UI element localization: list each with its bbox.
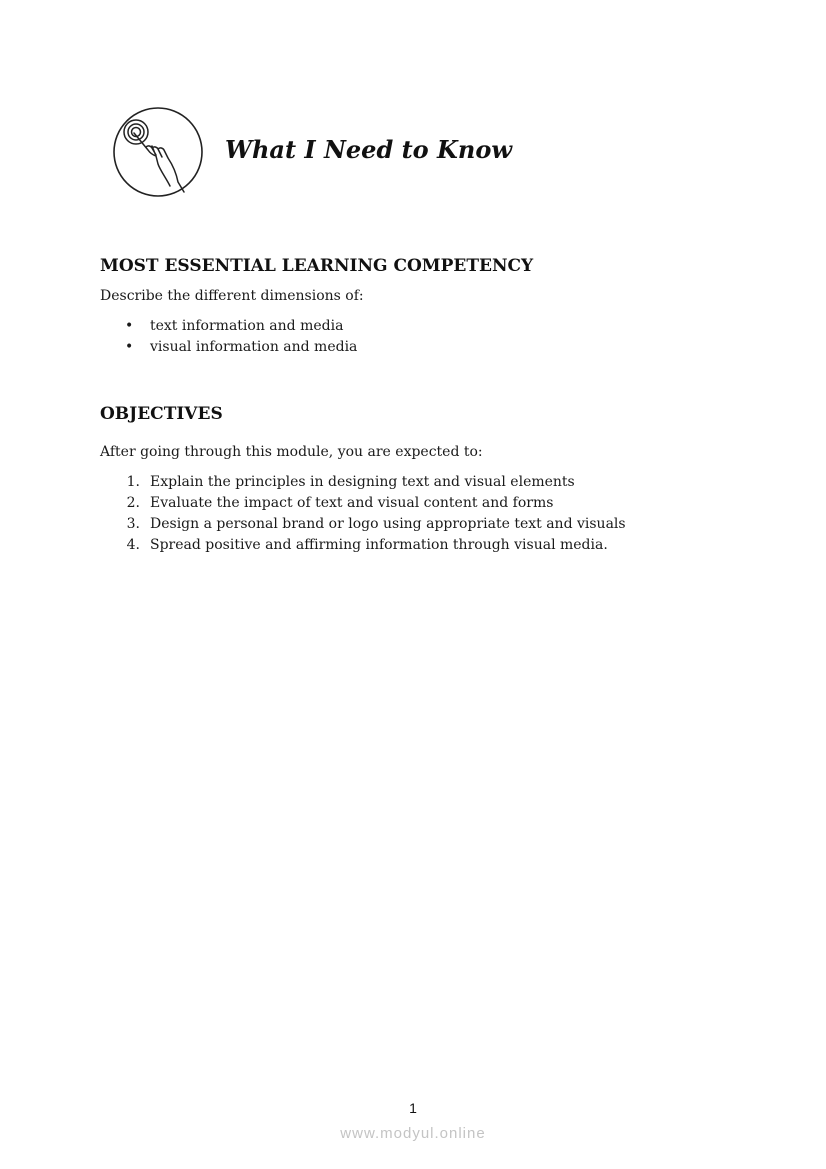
- objectives-intro: After going through this module, you are expected to:: [100, 444, 483, 460]
- touch-hand-icon: [112, 106, 204, 198]
- competency-heading: MOST ESSENTIAL LEARNING COMPETENCY: [100, 256, 534, 276]
- list-item-text: text information and media: [150, 318, 344, 334]
- list-item-text: Spread positive and affirming information through visual media.: [150, 537, 608, 553]
- bullet-marker: •: [125, 339, 134, 355]
- list-number: 4.: [126, 537, 140, 553]
- competency-intro: Describe the different dimensions of:: [100, 288, 364, 304]
- watermark-text: www.modyul.online: [340, 1125, 486, 1142]
- list-number: 2.: [126, 495, 140, 511]
- page-number: 1: [409, 1100, 417, 1116]
- list-item-text: Design a personal brand or logo using appropriate text and visuals: [150, 516, 626, 532]
- list-number: 3.: [126, 516, 140, 532]
- list-item-text: visual information and media: [150, 339, 358, 355]
- bullet-marker: •: [125, 318, 134, 334]
- list-item-text: Explain the principles in designing text and visual elements: [150, 474, 575, 490]
- objectives-heading: OBJECTIVES: [100, 404, 223, 424]
- list-item-text: Evaluate the impact of text and visual content and forms: [150, 495, 554, 511]
- section-title: What I Need to Know: [225, 135, 513, 164]
- list-number: 1.: [126, 474, 140, 490]
